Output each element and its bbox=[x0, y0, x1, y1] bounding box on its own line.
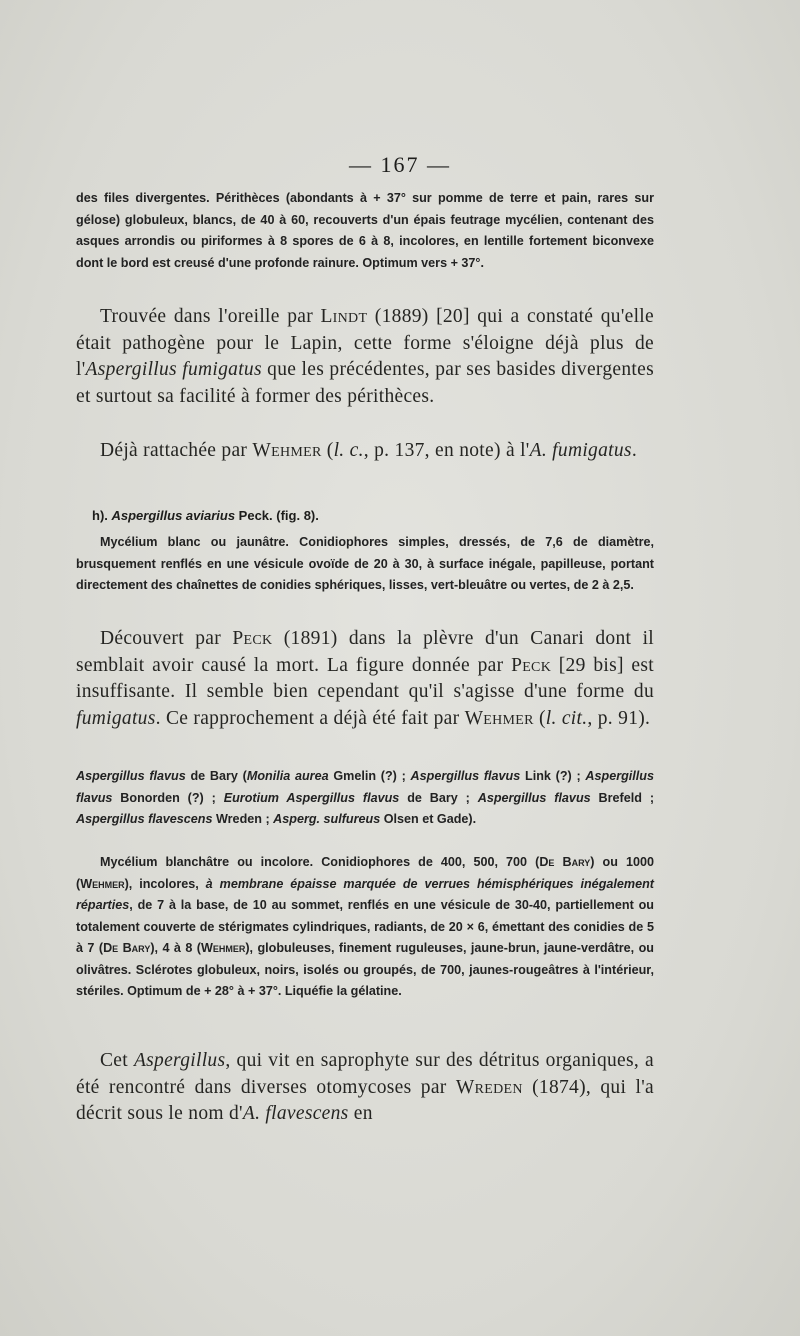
description-paragraph-1: des files divergentes. Périthèces (abondants à + 37° sur pomme de terre et pain, rares sur gélose) globuleux, blancs, de 40 à 60, recouverts d'un épais feutrage mycélien, contenant des asques arrondis ou piriformes à 8 spores de 6 à 8, incolores, en lentille fortement biconvexe dont le bord est creusé d'une profonde rainure. Optimum vers + 37°. bbox=[76, 191, 654, 270]
page-number: — 167 — bbox=[349, 152, 451, 177]
body-paragraph-wehmer: Déjà rattachée par Wehmer (l. c., p. 137, en note) à l'A. fumigatus. bbox=[100, 440, 637, 461]
description-paragraph-aviarius: Mycélium blanc ou jaunâtre. Conidiophores simples, dressés, de 7,6 de diamètre, brusquement renflés en une vésicule ovoïde de 20 à 30, à surface inégale, papilleuse, portant directement des chaînettes de conidies sphériques, lisses, vert-bleuâtre ou vertes, de 2 à 2,5. bbox=[76, 535, 654, 592]
body-paragraph-lindt: Trouvée dans l'oreille par Lindt (1889) [20] qui a constaté qu'elle était pathogène pour le Lapin, cette forme s'éloigne déjà plus de l'Aspergillus fumigatus que les précédentes, par ses basides divergentes et surtout sa facilité à former des périthèces. bbox=[76, 306, 654, 407]
body-paragraph-peck: Découvert par Peck (1891) dans la plèvre d'un Canari dont il semblait avoir causé la mort. La figure donnée par Peck [29 bis] est insuffisante. Il semble bien cependant qu'il s'agisse d'une forme du fumigatus. Ce rapprochement a déjà été fait par Wehmer (l. cit., p. 91). bbox=[76, 628, 655, 729]
synonyms-list: Aspergillus flavus de Bary (Monilia aurea Gmelin (?) ; Aspergillus flavus Link (?) ; Aspergillus flavus Bonorden (?) ; Eurotium Aspergillus flavus de Bary ; Aspergillus flavus Brefeld ; Aspergillus flavescens Wreden ; Asperg. sulfureus Olsen et Gade). bbox=[76, 769, 655, 826]
description-paragraph-flavus: Mycélium blanchâtre ou incolore. Conidiophores de 400, 500, 700 (De Bary) ou 1000 (Wehmer), incolores, à membrane épaisse marquée de verrues hémisphériques inégalement réparties, de 7 à la base, de 10 au sommet, renflés en une vésicule de 30-40, partiellement ou totalement couverte de stérigmates cylindriques, radiants, de 20 × 6, émettant des conidies de 5 à 7 (De Bary), 4 à 8 (Wehmer), globuleuses, finement ruguleuses, jaune-brun, jaune-verdâtre, ou olivâtres. Sclérotes globuleux, noirs, isolés ou groupés, de 700, jaunes-rougeâtres à l'intérieur, stériles. Optimum de + 28° à + 37°. Liquéfie la gélatine. bbox=[76, 855, 654, 998]
section-heading-h: h). Aspergillus aviarius Peck. (fig. 8). bbox=[92, 508, 319, 523]
body-paragraph-wreden: Cet Aspergillus, qui vit en saprophyte sur des détritus organiques, a été rencontré dans diverses otomycoses par Wreden (1874), qui l'a décrit sous le nom d'A. flavescens en bbox=[76, 1050, 654, 1125]
